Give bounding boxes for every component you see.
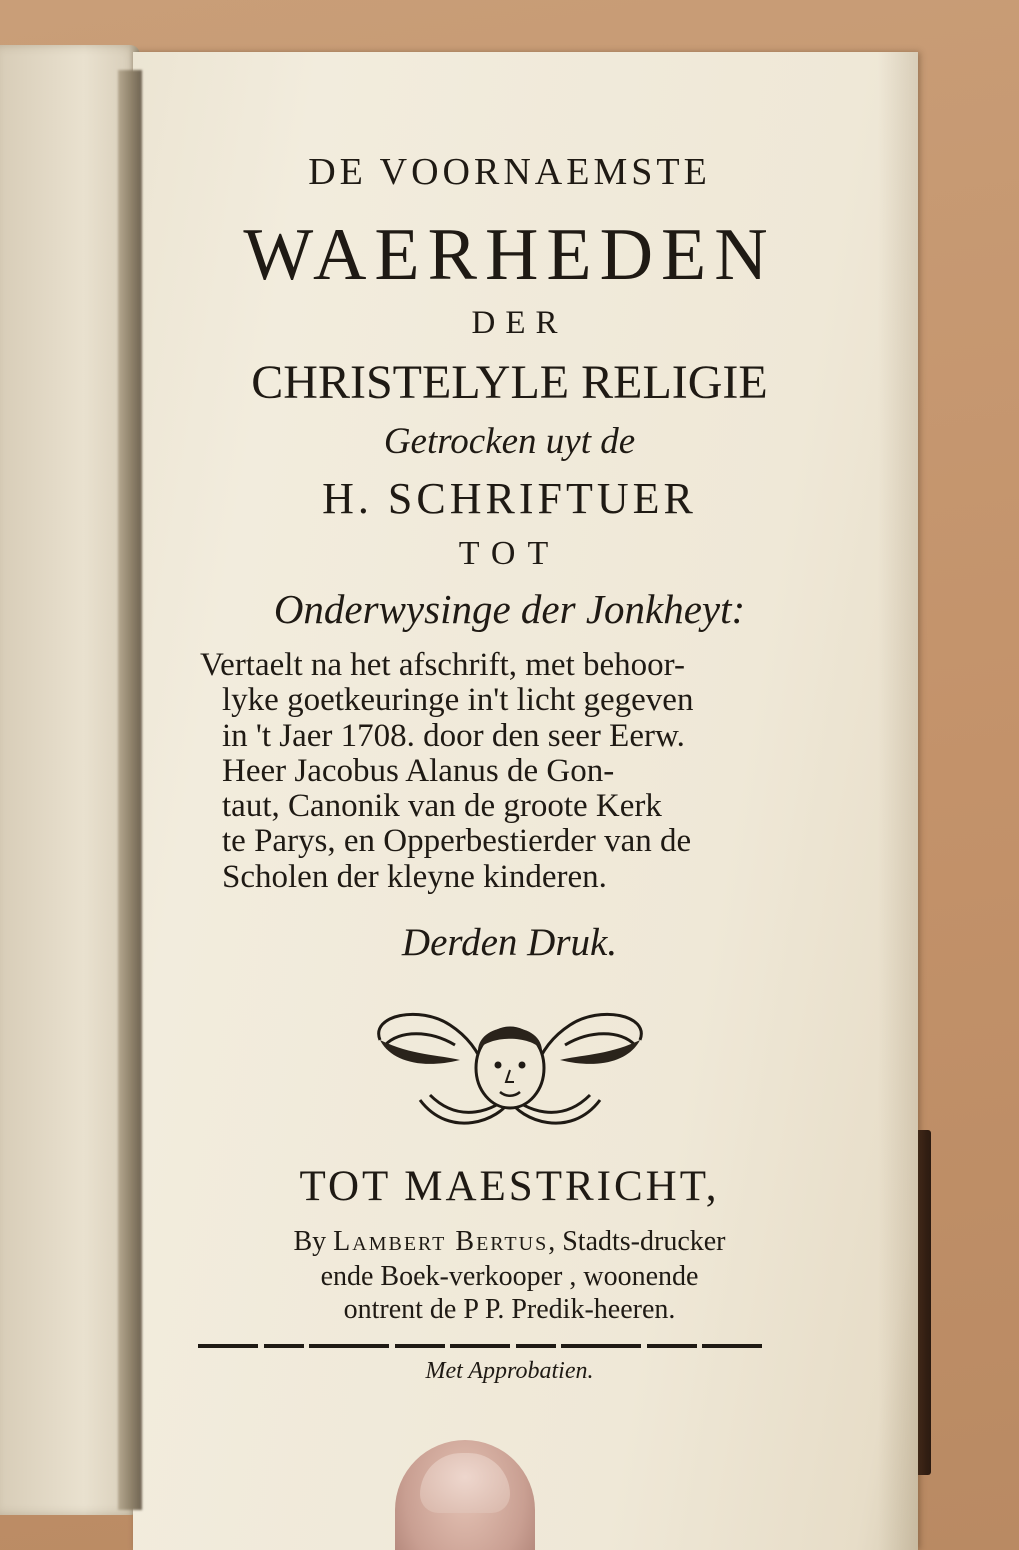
description-line: Vertaelt na het afschrift, met behoor- <box>200 647 685 683</box>
title-line-4: CHRISTELYLE RELIGIE <box>251 356 768 409</box>
approbation-note: Met Approbatien. <box>425 1358 594 1384</box>
description-line: lyke goetkeuringe in't licht gegeven <box>222 682 694 719</box>
edition-label: Derden Druk. <box>401 921 618 964</box>
printer-name: Lambert Bertus <box>333 1226 549 1257</box>
printer-title: , Stadts-drucker <box>548 1226 726 1257</box>
imprint-line-2: ende Boek-verkooper , woonende <box>320 1261 699 1292</box>
description-line: in 't Jaer 1708. door den seer Eerw. <box>222 717 685 754</box>
title-line-1: DE VOORNAEMSTE <box>308 151 711 193</box>
title-line-8: Onderwysinge der Jonkheyt: <box>273 586 746 632</box>
description-line: Heer Jacobus Alanus de Gon- <box>222 752 615 789</box>
imprint-line-3: ontrent de P P. Predik-heeren. <box>343 1294 676 1325</box>
title-line-6: H. SCHRIFTUER <box>322 474 697 523</box>
description-line: taut, Canonik van de groote Kerk <box>222 788 662 825</box>
decorative-rule <box>198 1342 768 1350</box>
title-line-5: Getrocken uyt de <box>383 421 636 462</box>
description-line: Scholen der kleyne kinderen. <box>222 858 607 895</box>
title-main: WAERHEDEN <box>243 214 776 296</box>
imprint-by: By <box>293 1226 327 1257</box>
cherub-ornament-icon <box>360 1000 660 1140</box>
title-line-7: TOT <box>458 535 561 572</box>
description-paragraph <box>200 648 840 895</box>
place-of-publication: TOT MAESTRICHT, <box>299 1163 720 1210</box>
title-line-3: DER <box>471 305 568 341</box>
imprint-line-1 <box>0 1226 1019 1258</box>
description-line: te Parys, en Opperbestierder van de <box>222 823 692 860</box>
